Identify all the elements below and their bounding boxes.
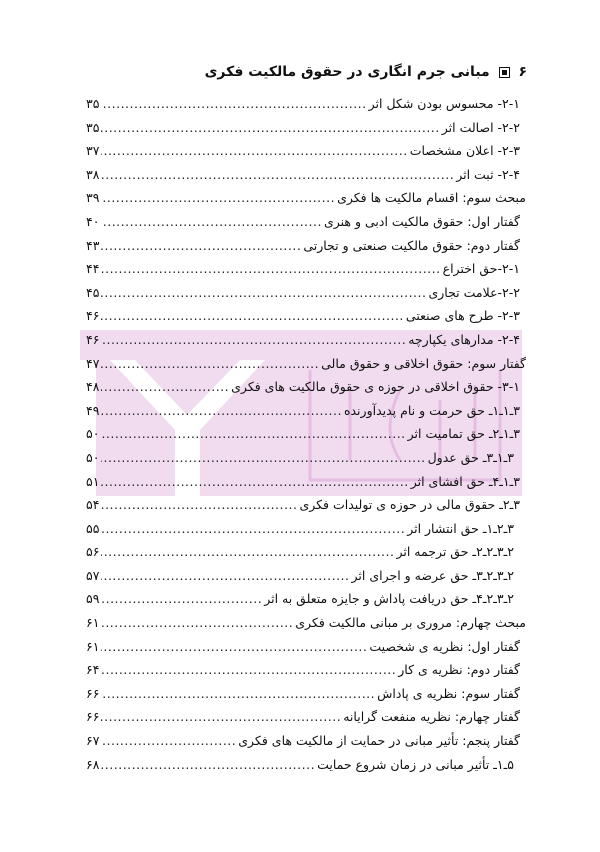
toc-page-number: ۶۶: [86, 685, 100, 701]
toc-entry-title: ۳-۱- حقوق اخلاقی در حوزه ی حقوق مالکیت های فکری: [231, 379, 520, 395]
toc-entry[interactable]: [86, 733, 526, 757]
toc-entry[interactable]: [86, 143, 526, 167]
toc-entry-title: ۲-۴- مدارهای یکپارچه: [408, 331, 520, 347]
page-number: ۶: [518, 64, 527, 80]
toc-entry-title: گفتار اول: نظریه ی شخصیت: [369, 638, 520, 654]
dot-leader: [101, 308, 403, 323]
toc-entry-title: ۳ـ۱ـ۱ـ حق حرمت و نام پدیدآورنده: [343, 402, 520, 418]
toc-entry[interactable]: [86, 332, 526, 356]
toc-page-number: ۴۹: [86, 402, 100, 418]
toc-entry[interactable]: [86, 521, 526, 545]
toc-entry[interactable]: [86, 356, 526, 380]
toc-entry-title: ۲ـ۳ـ۲ـ۳ـ حق عرضه و اجرای اثر: [351, 567, 514, 583]
toc-entry[interactable]: [86, 709, 526, 733]
toc-page-number: ۴۴: [86, 261, 100, 277]
toc-entry[interactable]: [86, 403, 526, 427]
dot-leader: [101, 332, 406, 347]
toc-page-number: ۳۹: [86, 190, 100, 206]
dot-leader: [101, 120, 439, 135]
toc-page-number: ۵۶: [86, 544, 100, 560]
toc-entry[interactable]: [86, 544, 526, 568]
toc-page-number: ۵۰: [86, 426, 100, 442]
toc-entry-title: گفتار چهارم: نظریه منفعت گرایانه: [343, 709, 520, 725]
toc-page-number: ۳۸: [86, 166, 100, 182]
toc-page-number: ۴۸: [86, 379, 100, 395]
dot-leader: [101, 403, 342, 418]
toc-entry[interactable]: [86, 285, 526, 309]
toc-page-number: ۶۸: [86, 756, 100, 772]
toc-entry-title: گفتار دوم: نظریه ی کار: [398, 662, 520, 678]
toc-entry[interactable]: [86, 450, 526, 474]
toc-entry-title: مبحث سوم: اقسام مالکیت ها فکری: [337, 190, 526, 206]
toc-entry[interactable]: [86, 615, 526, 639]
toc-entry-title: ۲-۱- محسوس بودن شکل اثر: [368, 96, 520, 111]
toc-entry[interactable]: [86, 308, 526, 332]
table-of-contents: [86, 96, 526, 780]
dot-leader: [101, 96, 366, 111]
toc-entry[interactable]: [86, 238, 526, 262]
toc-entry[interactable]: [86, 426, 526, 450]
dot-leader: [101, 356, 319, 371]
toc-page-number: ۵۰: [86, 449, 100, 465]
dot-leader: [101, 426, 405, 441]
dot-leader: [101, 521, 405, 536]
toc-entry-title: ۳ـ۱ـ۲ـ حق تمامیت اثر: [407, 426, 520, 442]
toc-entry-title: ۲-۴- ثبت اثر: [456, 166, 520, 182]
toc-page-number: ۳۵: [86, 119, 100, 135]
dot-leader: [101, 662, 396, 677]
toc-entry[interactable]: [86, 497, 526, 521]
toc-page-number: ۵۷: [86, 567, 100, 583]
toc-entry-title: گفتار سوم: حقوق اخلاقی و حقوق مالی: [321, 355, 526, 371]
toc-page-number: ۴۶: [86, 308, 100, 324]
toc-entry-title: ۲-۱-حق اختراع: [442, 261, 520, 277]
toc-entry-title: مبحث چهارم: مروری بر مبانی مالکیت فکری: [295, 615, 526, 631]
dot-leader: [101, 639, 367, 654]
toc-page-number: ۶۱: [86, 615, 100, 631]
toc-page-number: ۴۶: [86, 331, 100, 347]
toc-entry[interactable]: [86, 686, 526, 710]
toc-entry[interactable]: [86, 662, 526, 686]
toc-entry-title: ۳ـ۱ـ۳ـ حق عدول: [427, 449, 514, 465]
toc-page-number: ۴۳: [86, 237, 100, 253]
toc-page-number: ۶۷: [86, 733, 100, 749]
toc-entry[interactable]: [86, 167, 526, 191]
toc-entry[interactable]: [86, 757, 526, 781]
dot-leader: [101, 190, 335, 205]
toc-entry-title: ۳ـ۲ـ۱ـ حق انتشار اثر: [407, 520, 514, 536]
toc-page-number: ۶۶: [86, 709, 100, 725]
dot-leader: [101, 143, 407, 158]
toc-entry-title: ۲ـ۳ـ۲ـ۴ـ حق دریافت پاداش و جایزه متعلق به اثر: [264, 591, 514, 607]
toc-entry-title: ۲-۲-علامت تجاری: [428, 284, 520, 300]
toc-page-number: ۵۱: [86, 473, 100, 489]
toc-entry-title: ۲-۳- اعلان مشخصات: [409, 143, 520, 159]
dot-leader: [101, 450, 425, 465]
toc-entry[interactable]: [86, 568, 526, 592]
dot-leader: [101, 497, 297, 512]
toc-page-number: ۴۵: [86, 284, 100, 300]
toc-entry-title: گفتار دوم: حقوق مالکیت صنعتی و تجارتی: [303, 237, 520, 253]
dot-leader: [101, 757, 315, 772]
toc-page-number: ۳۵: [86, 96, 100, 111]
toc-entry[interactable]: [86, 190, 526, 214]
toc-entry-title: ۲-۲- اصالت اثر: [441, 119, 520, 135]
toc-entry-title: گفتار پنجم: تأثیر مبانی در حمایت از مالکیت های فکری: [238, 733, 520, 749]
toc-entry[interactable]: [86, 96, 526, 120]
dot-leader: [101, 591, 262, 606]
dot-leader: [101, 568, 349, 583]
toc-entry[interactable]: [86, 214, 526, 238]
dot-leader: [101, 474, 408, 489]
toc-page-number: ۶۱: [86, 638, 100, 654]
dot-leader: [101, 733, 236, 748]
square-bullet-icon: [499, 67, 510, 78]
toc-entry-title: ۲ـ۳ـ۲ـ۲ـ حق ترجمه اثر: [396, 544, 514, 560]
dot-leader: [101, 379, 229, 394]
toc-page-number: ۵۹: [86, 591, 100, 607]
toc-page-number: ۶۴: [86, 662, 100, 678]
toc-entry-title: ۲-۳- طرح های صنعتی: [405, 308, 520, 324]
toc-page-number: ۵۵: [86, 520, 100, 536]
dot-leader: [101, 261, 440, 276]
toc-entry[interactable]: [86, 379, 526, 403]
toc-entry[interactable]: [86, 261, 526, 285]
toc-entry-title: گفتار سوم: نظریه ی پاداش: [377, 685, 520, 701]
dot-leader: [101, 615, 293, 630]
toc-entry-title: ۳ـ۲ـ حقوق مالی در حوزه ی تولیدات فکری: [299, 497, 520, 513]
dot-leader: [101, 285, 426, 300]
toc-page-number: ۳۷: [86, 143, 100, 159]
toc-entry[interactable]: [86, 639, 526, 663]
dot-leader: [101, 709, 341, 724]
toc-entry-title: گفتار اول: حقوق مالکیت ادبی و هنری: [323, 213, 520, 229]
dot-leader: [101, 544, 394, 559]
page-header: [205, 64, 527, 80]
dot-leader: [101, 686, 375, 701]
toc-entry-title: ۵ـ۱ـ تأثیر مبانی در زمان شروع حمایت: [317, 756, 514, 772]
toc-page-number: ۴۷: [86, 355, 100, 371]
toc-entry[interactable]: [86, 120, 526, 144]
dot-leader: [101, 167, 454, 182]
toc-entry[interactable]: [86, 591, 526, 615]
dot-leader: [101, 238, 301, 253]
toc-entry-title: ۳ـ۱ـ۴ـ حق افشای اثر: [410, 473, 520, 489]
running-title: مبانی جرم انگاری در حقوق مالکیت فکری: [204, 64, 490, 80]
toc-page-number: ۴۰: [86, 213, 100, 229]
dot-leader: [101, 214, 322, 229]
toc-page-number: ۵۴: [86, 497, 100, 513]
toc-entry[interactable]: [86, 474, 526, 498]
